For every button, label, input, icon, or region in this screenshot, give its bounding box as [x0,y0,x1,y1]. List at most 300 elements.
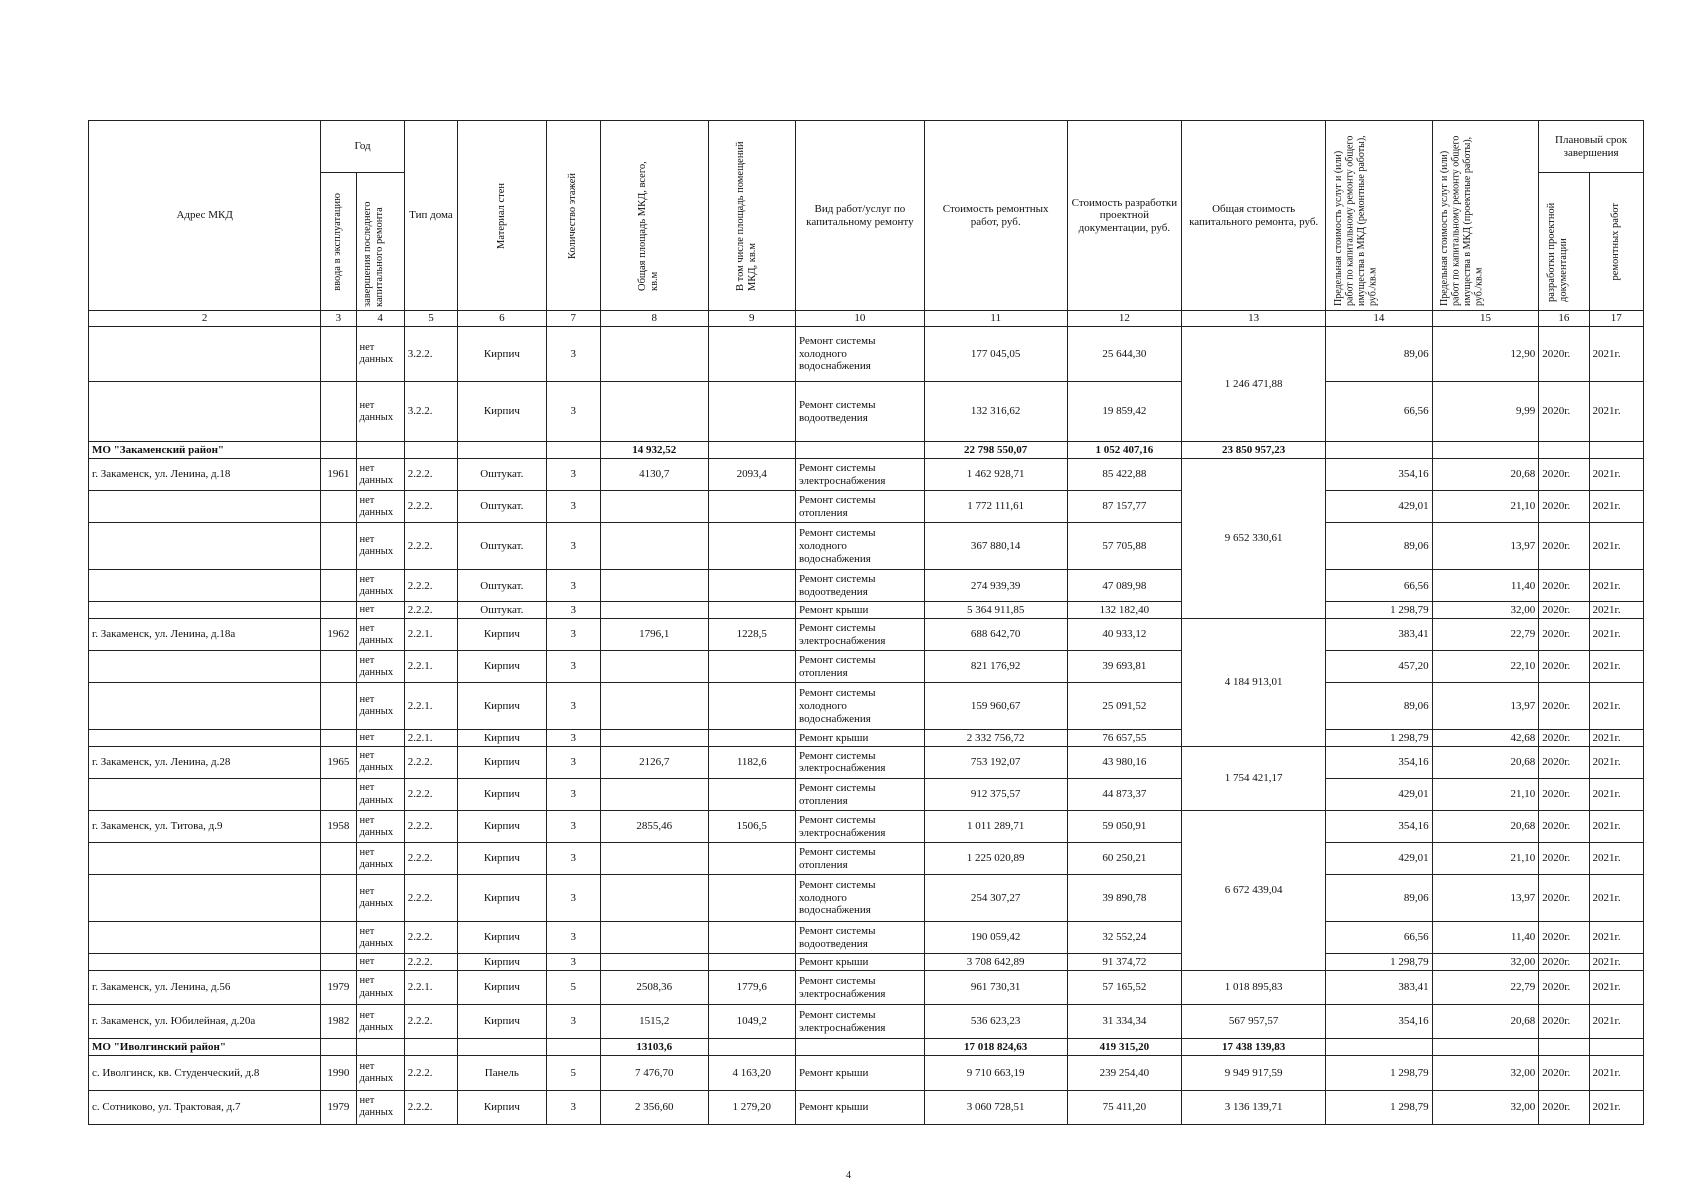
year-commission-cell [321,954,356,971]
premises-area-cell: 1182,6 [708,746,796,778]
year-last-repair-cell: нет данных [356,811,404,843]
year-commission-cell [321,875,356,922]
house-type-cell: 2.2.1. [404,730,457,747]
design-cost-cell: 76 657,55 [1067,730,1182,747]
year-last-repair-cell: нет данных [356,619,404,651]
header-limit-repair: Предельная стоимость услуг и (или) работ по капитальному ремонту общего имущества в МКД (ремонтные работы), руб./кв.м [1326,121,1433,311]
limit-repair-cell: 383,41 [1326,619,1433,651]
wall-material-cell: Панель [458,1056,547,1090]
design-cost-cell: 75 411,20 [1067,1090,1182,1124]
repair-cost-cell: 912 375,57 [924,778,1067,810]
total-area-cell: 1796,1 [600,619,708,651]
wall-material-cell: Кирпич [458,651,547,683]
house-type-cell: 2.2.2. [404,1090,457,1124]
repair-cost-cell: 536 623,23 [924,1005,1067,1039]
premises-area-cell [708,683,796,730]
work-type-cell: Ремонт системы электроснабжения [796,811,925,843]
premises-area-cell [708,922,796,954]
year-commission-cell [321,730,356,747]
design-cost-cell: 31 334,34 [1067,1005,1182,1039]
premises-area-cell [708,523,796,570]
repair-cost-cell: 688 642,70 [924,619,1067,651]
repair-cost-cell: 190 059,42 [924,922,1067,954]
empty-cell [458,442,547,459]
premises-area-cell: 4 163,20 [708,1056,796,1090]
table-row [89,382,1644,442]
column-number: 6 [458,311,547,327]
planned-repair-cell: 2021г. [1589,730,1643,747]
design-cost-cell: 57 705,88 [1067,523,1182,570]
wall-material-cell: Кирпич [458,1090,547,1124]
year-last-repair-cell: нет данных [356,1090,404,1124]
district-name: МО "Иволгинский район" [89,1039,321,1056]
header-repair-cost: Стоимость ремонтных работ, руб. [924,121,1067,311]
header-address: Адрес МКД [89,121,321,311]
house-type-cell: 2.2.2. [404,875,457,922]
empty-cell [708,1039,796,1056]
design-cost-cell: 47 089,98 [1067,570,1182,602]
year-last-repair-cell: нет данных [356,382,404,442]
total-area-cell [600,602,708,619]
column-number: 7 [546,311,600,327]
limit-repair-cell: 1 298,79 [1326,954,1433,971]
header-design-cost: Стоимость разработки проектной документации, руб. [1067,121,1182,311]
planned-design-cell: 2020г. [1539,326,1589,382]
house-type-cell: 2.2.2. [404,811,457,843]
work-type-cell: Ремонт системы холодного водоснабжения [796,523,925,570]
empty-cell [1432,442,1539,459]
year-last-repair-cell: нет данных [356,778,404,810]
empty-cell [356,442,404,459]
column-number: 12 [1067,311,1182,327]
column-number: 11 [924,311,1067,327]
header-wall-material: Материал стен [458,121,547,311]
floors-cell: 3 [546,602,600,619]
address-cell [89,326,321,382]
column-number: 9 [708,311,796,327]
work-type-cell: Ремонт крыши [796,1056,925,1090]
empty-cell [404,1039,457,1056]
premises-area-cell: 1049,2 [708,1005,796,1039]
year-commission-cell: 1958 [321,811,356,843]
planned-design-cell: 2020г. [1539,922,1589,954]
planned-design-cell: 2020г. [1539,683,1589,730]
limit-design-cell: 21,10 [1432,843,1539,875]
house-type-cell: 2.2.2. [404,602,457,619]
design-cost-cell: 39 890,78 [1067,875,1182,922]
year-commission-cell [321,651,356,683]
address-cell [89,491,321,523]
house-type-cell: 2.2.2. [404,523,457,570]
design-cost-cell: 40 933,12 [1067,619,1182,651]
repair-cost-cell: 1 462 928,71 [924,459,1067,491]
district-repair-cost: 17 018 824,63 [924,1039,1067,1056]
house-type-cell: 2.2.2. [404,778,457,810]
wall-material-cell: Кирпич [458,1005,547,1039]
house-type-cell: 2.2.1. [404,651,457,683]
design-cost-cell: 57 165,52 [1067,970,1182,1004]
house-type-cell: 2.2.2. [404,459,457,491]
design-cost-cell: 85 422,88 [1067,459,1182,491]
floors-cell: 5 [546,970,600,1004]
total-area-cell [600,778,708,810]
header-house-type: Тип дома [404,121,457,311]
planned-repair-cell: 2021г. [1589,683,1643,730]
limit-repair-cell: 89,06 [1326,523,1433,570]
column-number: 2 [89,311,321,327]
premises-area-cell [708,570,796,602]
floors-cell: 3 [546,683,600,730]
repair-cost-cell: 753 192,07 [924,746,1067,778]
total-area-cell [600,843,708,875]
wall-material-cell: Кирпич [458,922,547,954]
planned-design-cell: 2020г. [1539,875,1589,922]
floors-cell: 3 [546,778,600,810]
floors-cell: 3 [546,1090,600,1124]
empty-cell [796,442,925,459]
year-last-repair-cell: нет данных [356,922,404,954]
work-type-cell: Ремонт системы водоотведения [796,570,925,602]
planned-repair-cell: 2021г. [1589,491,1643,523]
limit-design-cell: 13,97 [1432,523,1539,570]
table-row [89,730,1644,747]
year-commission-cell: 1990 [321,1056,356,1090]
table-row [89,843,1644,875]
house-type-cell: 3.2.2. [404,326,457,382]
district-repair-cost: 22 798 550,07 [924,442,1067,459]
limit-design-cell: 32,00 [1432,954,1539,971]
limit-repair-cell: 1 298,79 [1326,730,1433,747]
premises-area-cell [708,602,796,619]
empty-cell [1432,1039,1539,1056]
total-cost-cell: 6 672 439,04 [1182,811,1326,971]
planned-repair-cell: 2021г. [1589,619,1643,651]
planned-repair-cell: 2021г. [1589,382,1643,442]
design-cost-cell: 60 250,21 [1067,843,1182,875]
table-row [89,1056,1644,1090]
premises-area-cell [708,326,796,382]
capital-repair-table [88,120,1644,1125]
planned-design-cell: 2020г. [1539,843,1589,875]
planned-design-cell: 2020г. [1539,970,1589,1004]
design-cost-cell: 239 254,40 [1067,1056,1182,1090]
planned-repair-cell: 2021г. [1589,570,1643,602]
floors-cell: 3 [546,843,600,875]
planned-design-cell: 2020г. [1539,778,1589,810]
design-cost-cell: 91 374,72 [1067,954,1182,971]
limit-repair-cell: 429,01 [1326,843,1433,875]
address-cell: г. Закаменск, ул. Ленина, д.28 [89,746,321,778]
work-type-cell: Ремонт системы отопления [796,651,925,683]
year-commission-cell: 1961 [321,459,356,491]
planned-design-cell: 2020г. [1539,523,1589,570]
header-year: Год [321,121,404,173]
wall-material-cell: Оштукат. [458,459,547,491]
district-area: 13103,6 [600,1039,708,1056]
house-type-cell: 3.2.2. [404,382,457,442]
district-design-cost: 1 052 407,16 [1067,442,1182,459]
total-cost-cell: 3 136 139,71 [1182,1090,1326,1124]
limit-repair-cell: 89,06 [1326,875,1433,922]
empty-cell [1326,442,1433,459]
work-type-cell: Ремонт крыши [796,1090,925,1124]
repair-cost-cell: 3 708 642,89 [924,954,1067,971]
address-cell [89,651,321,683]
column-number: 8 [600,311,708,327]
table-row [89,459,1644,491]
repair-cost-cell: 9 710 663,19 [924,1056,1067,1090]
table-row [89,970,1644,1004]
total-area-cell: 2855,46 [600,811,708,843]
repair-cost-cell: 132 316,62 [924,382,1067,442]
table-row [89,326,1644,382]
repair-cost-cell: 177 045,05 [924,326,1067,382]
limit-repair-cell: 457,20 [1326,651,1433,683]
planned-repair-cell: 2021г. [1589,746,1643,778]
planned-repair-cell: 2021г. [1589,1056,1643,1090]
table-row [89,746,1644,778]
empty-cell [356,1039,404,1056]
year-commission-cell [321,843,356,875]
premises-area-cell [708,778,796,810]
planned-design-cell: 2020г. [1539,602,1589,619]
header-total-area: Общая площадь МКД, всего, кв.м [600,121,708,311]
premises-area-cell [708,843,796,875]
limit-repair-cell: 429,01 [1326,778,1433,810]
repair-cost-cell: 254 307,27 [924,875,1067,922]
design-cost-cell: 39 693,81 [1067,651,1182,683]
premises-area-cell: 1 279,20 [708,1090,796,1124]
limit-repair-cell: 354,16 [1326,811,1433,843]
repair-cost-cell: 5 364 911,85 [924,602,1067,619]
address-cell: г. Закаменск, ул. Титова, д.9 [89,811,321,843]
house-type-cell: 2.2.1. [404,970,457,1004]
wall-material-cell: Кирпич [458,746,547,778]
total-cost-cell: 1 754 421,17 [1182,746,1326,810]
empty-cell [1539,1039,1589,1056]
wall-material-cell: Кирпич [458,683,547,730]
work-type-cell: Ремонт системы водоотведения [796,922,925,954]
design-cost-cell: 59 050,91 [1067,811,1182,843]
limit-design-cell: 22,79 [1432,970,1539,1004]
wall-material-cell: Оштукат. [458,570,547,602]
year-commission-cell [321,602,356,619]
work-type-cell: Ремонт системы электроснабжения [796,970,925,1004]
year-last-repair-cell: нет данных [356,491,404,523]
empty-cell [1539,442,1589,459]
repair-cost-cell: 274 939,39 [924,570,1067,602]
year-last-repair-cell: нет [356,730,404,747]
repair-cost-cell: 1 772 111,61 [924,491,1067,523]
limit-design-cell: 22,10 [1432,651,1539,683]
floors-cell: 3 [546,326,600,382]
address-cell: г. Закаменск, ул. Ленина, д.56 [89,970,321,1004]
total-cost-cell: 9 949 917,59 [1182,1056,1326,1090]
table-row [89,1005,1644,1039]
total-area-cell [600,570,708,602]
column-number: 5 [404,311,457,327]
year-last-repair-cell: нет данных [356,1056,404,1090]
floors-cell: 3 [546,523,600,570]
address-cell [89,602,321,619]
address-cell [89,954,321,971]
year-commission-cell [321,491,356,523]
work-type-cell: Ремонт системы отопления [796,491,925,523]
design-cost-cell: 25 091,52 [1067,683,1182,730]
planned-repair-cell: 2021г. [1589,778,1643,810]
planned-repair-cell: 2021г. [1589,970,1643,1004]
planned-design-cell: 2020г. [1539,1005,1589,1039]
work-type-cell: Ремонт системы электроснабжения [796,746,925,778]
wall-material-cell: Кирпич [458,811,547,843]
limit-repair-cell: 354,16 [1326,746,1433,778]
column-number: 10 [796,311,925,327]
wall-material-cell: Кирпич [458,843,547,875]
premises-area-cell [708,875,796,922]
table-row [89,619,1644,651]
floors-cell: 3 [546,922,600,954]
address-cell: с. Сотниково, ул. Трактовая, д.7 [89,1090,321,1124]
house-type-cell: 2.2.2. [404,954,457,971]
limit-repair-cell: 66,56 [1326,382,1433,442]
empty-cell [1326,1039,1433,1056]
table-row [89,1090,1644,1124]
year-last-repair-cell: нет данных [356,843,404,875]
year-commission-cell: 1979 [321,1090,356,1124]
year-commission-cell [321,523,356,570]
table-row [89,683,1644,730]
year-last-repair-cell: нет данных [356,970,404,1004]
house-type-cell: 2.2.2. [404,746,457,778]
floors-cell: 3 [546,730,600,747]
limit-design-cell: 32,00 [1432,1090,1539,1124]
floors-cell: 3 [546,746,600,778]
planned-design-cell: 2020г. [1539,459,1589,491]
total-area-cell [600,875,708,922]
year-last-repair-cell: нет данных [356,683,404,730]
wall-material-cell: Кирпич [458,326,547,382]
district-row [89,1039,1644,1056]
wall-material-cell: Оштукат. [458,523,547,570]
header-limit-design: Предельная стоимость услуг и (или) работ по капитальному ремонту общего имущества в МКД (проектные работы), руб./кв.м [1432,121,1539,311]
wall-material-cell: Кирпич [458,954,547,971]
total-area-cell [600,523,708,570]
limit-repair-cell: 1 298,79 [1326,1090,1433,1124]
limit-repair-cell: 89,06 [1326,326,1433,382]
district-name: МО "Закаменский район" [89,442,321,459]
limit-design-cell: 32,00 [1432,1056,1539,1090]
table-body [89,326,1644,1124]
address-cell [89,778,321,810]
floors-cell: 3 [546,811,600,843]
table-row [89,922,1644,954]
work-type-cell: Ремонт крыши [796,602,925,619]
address-cell [89,523,321,570]
planned-repair-cell: 2021г. [1589,523,1643,570]
address-cell [89,730,321,747]
floors-cell: 3 [546,651,600,683]
empty-cell [546,442,600,459]
house-type-cell: 2.2.2. [404,1056,457,1090]
premises-area-cell: 1506,5 [708,811,796,843]
year-commission-cell: 1982 [321,1005,356,1039]
address-cell [89,683,321,730]
total-area-cell [600,683,708,730]
planned-repair-cell: 2021г. [1589,811,1643,843]
address-cell: г. Закаменск, ул. Юбилейная, д.20а [89,1005,321,1039]
floors-cell: 3 [546,382,600,442]
address-cell [89,922,321,954]
planned-design-cell: 2020г. [1539,746,1589,778]
table-row [89,954,1644,971]
planned-repair-cell: 2021г. [1589,459,1643,491]
wall-material-cell: Оштукат. [458,602,547,619]
total-cost-cell: 1 246 471,88 [1182,326,1326,441]
page-number: 4 [846,1170,851,1181]
header-work-type: Вид работ/услуг по капитальному ремонту [796,121,925,311]
empty-cell [321,442,356,459]
planned-design-cell: 2020г. [1539,382,1589,442]
limit-repair-cell: 383,41 [1326,970,1433,1004]
limit-repair-cell: 89,06 [1326,683,1433,730]
design-cost-cell: 32 552,24 [1067,922,1182,954]
year-commission-cell [321,326,356,382]
year-last-repair-cell: нет данных [356,746,404,778]
address-cell: с. Иволгинск, кв. Студенческий, д.8 [89,1056,321,1090]
wall-material-cell: Кирпич [458,619,547,651]
header-planned: Плановый срок завершения [1539,121,1644,173]
work-type-cell: Ремонт системы холодного водоснабжения [796,683,925,730]
address-cell [89,570,321,602]
empty-cell [1589,1039,1643,1056]
planned-repair-cell: 2021г. [1589,843,1643,875]
year-commission-cell [321,922,356,954]
planned-repair-cell: 2021г. [1589,954,1643,971]
column-number: 13 [1182,311,1326,327]
limit-design-cell: 20,68 [1432,1005,1539,1039]
planned-repair-cell: 2021г. [1589,922,1643,954]
column-number: 3 [321,311,356,327]
wall-material-cell: Кирпич [458,970,547,1004]
year-last-repair-cell: нет [356,954,404,971]
planned-design-cell: 2020г. [1539,954,1589,971]
limit-design-cell: 9,99 [1432,382,1539,442]
house-type-cell: 2.2.1. [404,683,457,730]
house-type-cell: 2.2.2. [404,843,457,875]
premises-area-cell [708,491,796,523]
year-last-repair-cell: нет данных [356,651,404,683]
address-cell: г. Закаменск, ул. Ленина, д.18 [89,459,321,491]
year-commission-cell [321,683,356,730]
total-cost-cell: 1 018 895,83 [1182,970,1326,1004]
column-number: 17 [1589,311,1643,327]
limit-design-cell: 42,68 [1432,730,1539,747]
repair-cost-cell: 961 730,31 [924,970,1067,1004]
total-area-cell: 2126,7 [600,746,708,778]
floors-cell: 3 [546,1005,600,1039]
district-design-cost: 419 315,20 [1067,1039,1182,1056]
empty-cell [546,1039,600,1056]
district-area: 14 932,52 [600,442,708,459]
premises-area-cell: 1779,6 [708,970,796,1004]
total-area-cell [600,922,708,954]
planned-repair-cell: 2021г. [1589,651,1643,683]
limit-repair-cell: 66,56 [1326,570,1433,602]
total-area-cell [600,651,708,683]
header-total-cost: Общая стоимость капитального ремонта, руб. [1182,121,1326,311]
limit-design-cell: 11,40 [1432,922,1539,954]
floors-cell: 5 [546,1056,600,1090]
